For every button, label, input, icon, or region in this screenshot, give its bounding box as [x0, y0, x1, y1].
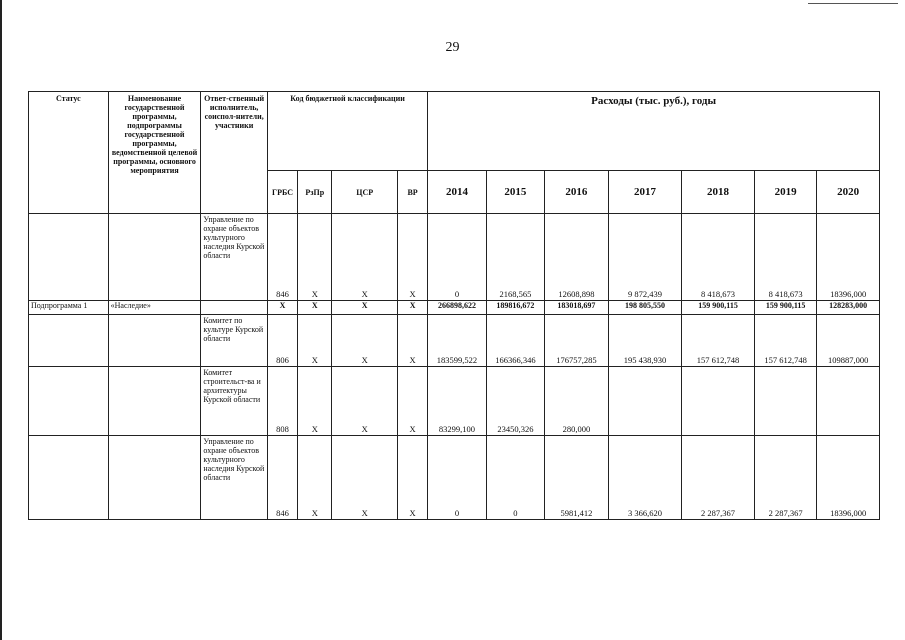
header-code-rzpr: РзПр [298, 171, 332, 214]
header-executor: Ответ-ственный исполнитель, соиспол-нители, участники [201, 92, 268, 214]
row-name [108, 436, 201, 520]
header-year: 2015 [486, 171, 544, 214]
row-status [29, 315, 109, 367]
row-vr: Х [397, 436, 427, 520]
header-year: 2017 [608, 171, 682, 214]
budget-table [28, 91, 880, 520]
row-value: 189816,672 [486, 301, 544, 315]
row-value: 18396,000 [817, 436, 880, 520]
row-grbs: Х [267, 301, 297, 315]
row-executor: Управление по охране объектов культурного наследия Курской области [201, 214, 268, 301]
row-csr: Х [332, 367, 398, 436]
header-row-1 [29, 92, 880, 171]
row-grbs: 808 [267, 367, 297, 436]
header-year: 2020 [817, 171, 880, 214]
row-value: 0 [428, 436, 486, 520]
row-value: 183599,522 [428, 315, 486, 367]
row-vr: Х [397, 367, 427, 436]
page-number: 29 [445, 40, 460, 55]
top-rule [808, 3, 898, 4]
row-value: 176757,285 [545, 315, 609, 367]
row-grbs: 806 [267, 315, 297, 367]
header-budget-code: Код бюджетной классификации [267, 92, 427, 171]
row-value: 0 [428, 214, 486, 301]
row-value: 266898,622 [428, 301, 486, 315]
row-value: 8 418,673 [682, 214, 755, 301]
row-value: 159 900,115 [754, 301, 817, 315]
row-value: 2 287,367 [682, 436, 755, 520]
row-name [108, 367, 201, 436]
header-year: 2014 [428, 171, 486, 214]
row-value: 0 [486, 436, 544, 520]
row-value: 166366,346 [486, 315, 544, 367]
table-row-subprogram [29, 301, 880, 315]
row-executor [201, 301, 268, 315]
row-value [682, 367, 755, 436]
row-name [108, 214, 201, 301]
row-value: 2168,565 [486, 214, 544, 301]
row-value: 83299,100 [428, 367, 486, 436]
row-status: Подпрограмма 1 [29, 301, 109, 315]
row-rzpr: Х [298, 436, 332, 520]
row-value: 159 900,115 [682, 301, 755, 315]
row-vr: Х [397, 315, 427, 367]
row-csr: Х [332, 315, 398, 367]
row-value: 12608,898 [545, 214, 609, 301]
row-name: «Наследие» [108, 301, 201, 315]
row-executor: Комитет по культуре Курской области [201, 315, 268, 367]
row-csr: Х [332, 436, 398, 520]
row-vr: Х [397, 301, 427, 315]
header-year: 2018 [682, 171, 755, 214]
row-csr: Х [332, 214, 398, 301]
header-code-vr: ВР [397, 171, 427, 214]
row-value: 157 612,748 [754, 315, 817, 367]
row-rzpr: Х [298, 367, 332, 436]
header-year: 2016 [545, 171, 609, 214]
row-value: 128283,000 [817, 301, 880, 315]
table-row [29, 214, 880, 301]
row-value: 23450,326 [486, 367, 544, 436]
row-value [754, 367, 817, 436]
row-value: 280,000 [545, 367, 609, 436]
header-status: Статус [29, 92, 109, 214]
row-value: 3 366,620 [608, 436, 682, 520]
row-value: 183018,697 [545, 301, 609, 315]
header-year: 2019 [754, 171, 817, 214]
row-value: 157 612,748 [682, 315, 755, 367]
row-value: 9 872,439 [608, 214, 682, 301]
row-value: 5981,412 [545, 436, 609, 520]
row-value: 198 805,550 [608, 301, 682, 315]
row-value: 8 418,673 [754, 214, 817, 301]
row-csr: Х [332, 301, 398, 315]
table-row [29, 315, 880, 367]
row-value: 18396,000 [817, 214, 880, 301]
row-status [29, 367, 109, 436]
row-value: 2 287,367 [754, 436, 817, 520]
row-value: 109887,000 [817, 315, 880, 367]
header-code-grbs: ГРБС [267, 171, 297, 214]
scan-edge [0, 0, 2, 640]
table-row [29, 367, 880, 436]
header-name: Наименование государственной программы, подпрограммы государственной программы, ведомственной целевой программы, основного мероприятия [108, 92, 201, 214]
row-status [29, 436, 109, 520]
table-row [29, 436, 880, 520]
row-grbs: 846 [267, 214, 297, 301]
row-name [108, 315, 201, 367]
row-executor: Управление по охране объектов культурного наследия Курской области [201, 436, 268, 520]
row-vr: Х [397, 214, 427, 301]
row-rzpr: Х [298, 301, 332, 315]
row-rzpr: Х [298, 315, 332, 367]
row-value: 195 438,930 [608, 315, 682, 367]
header-code-csr: ЦСР [332, 171, 398, 214]
header-expenses: Расходы (тыс. руб.), годы [428, 92, 880, 171]
row-status [29, 214, 109, 301]
row-value [608, 367, 682, 436]
row-executor: Комитет строительст-ва и архитектуры Курской области [201, 367, 268, 436]
row-grbs: 846 [267, 436, 297, 520]
row-value [817, 367, 880, 436]
row-rzpr: Х [298, 214, 332, 301]
